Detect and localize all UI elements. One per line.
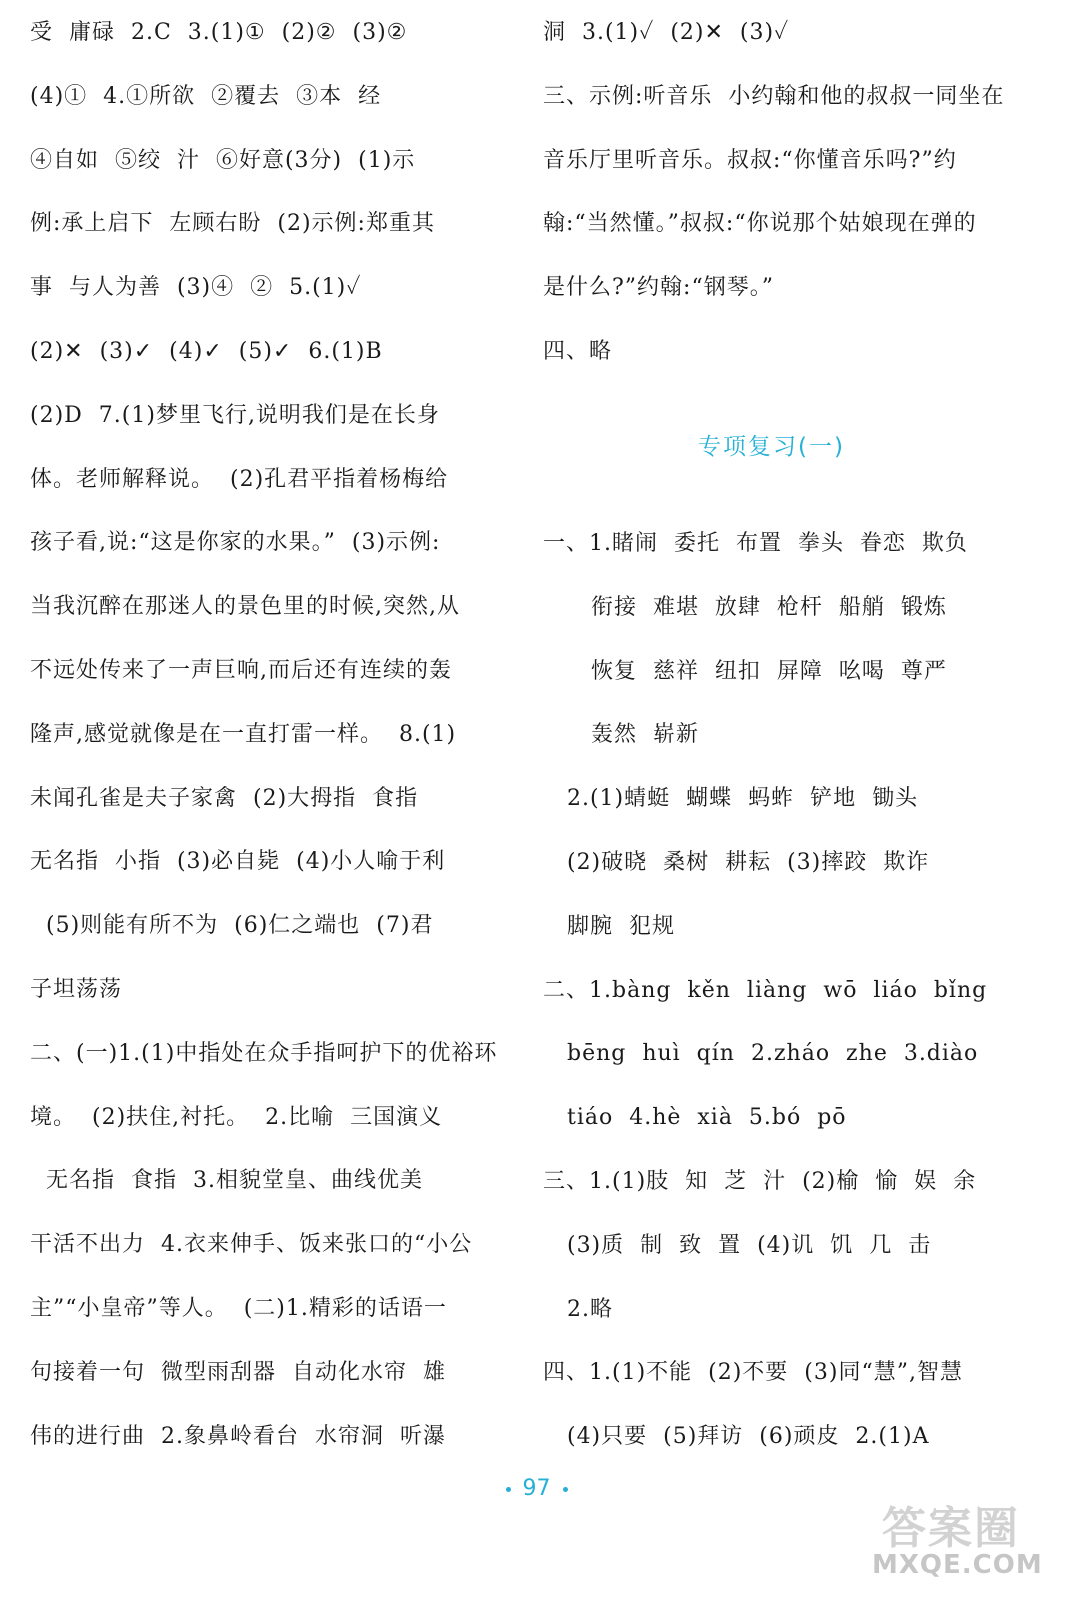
text-line: ④自如 ⑤绞 汁 ⑥好意(3分) (1)示 bbox=[30, 147, 416, 173]
page-number-text: 97 bbox=[522, 1476, 551, 1501]
text-line: (4)只要 (5)拜访 (6)顽皮 2.(1)A bbox=[543, 1424, 930, 1450]
text-line: 主”“小皇帝”等人。 (二)1.精彩的话语一 bbox=[30, 1296, 447, 1321]
text-line: 隆声,感觉就像是在一直打雷一样。 8.(1) bbox=[30, 721, 457, 747]
text-line: 二、(一)1.(1)中指处在众手指呵护下的优裕环 bbox=[30, 1040, 498, 1066]
page-dot-left bbox=[506, 1487, 511, 1492]
text-line: 一、1.睹闹 委托 布置 拳头 眷恋 欺负 bbox=[543, 531, 968, 556]
text-line: 无名指 小指 (3)必自毙 (4)小人喻于利 bbox=[30, 849, 446, 875]
text-line: 二、1.bàng kěn liàng wō liáo bǐng bbox=[543, 977, 988, 1003]
text-line: 当我沉醉在那迷人的景色里的时候,突然,从 bbox=[30, 594, 460, 620]
text-line: 四、略 bbox=[543, 339, 613, 364]
text-line: 伟的进行曲 2.象鼻岭看台 水帘洞 听瀑 bbox=[30, 1423, 446, 1449]
text-line: 境。 (2)扶住,衬托。 2.比喻 三国演义 bbox=[30, 1104, 443, 1130]
text-line: (2)✕ (3)✓ (4)✓ (5)✓ 6.(1)B bbox=[30, 339, 383, 364]
text-line: 恢复 慈祥 纽扣 屏障 吆喝 尊严 bbox=[543, 658, 947, 684]
text-line: 三、1.(1)肢 知 芝 汁 (2)榆 愉 娱 余 bbox=[543, 1169, 977, 1194]
text-line: 例:承上启下 左顾右盼 (2)示例:郑重其 bbox=[30, 211, 435, 237]
text-line: bēng huì qín 2.zháo zhe 3.diào bbox=[543, 1041, 979, 1067]
watermark-logo bbox=[872, 1492, 1062, 1588]
text-line: 音乐厅里听音乐。叔叔:“你懂音乐吗?”约 bbox=[543, 147, 957, 173]
text-line: 子坦荡荡 bbox=[30, 977, 123, 1002]
text-line: (2)破晓 桑树 耕耘 (3)摔跤 欺诈 bbox=[543, 850, 930, 875]
text-line: tiáo 4.hè xià 5.bó pō bbox=[543, 1105, 847, 1131]
text-line: 受 庸碌 2.C 3.(1)① (2)② (3)② bbox=[30, 20, 408, 45]
text-line: 无名指 食指 3.相貌堂皇、曲线优美 bbox=[30, 1168, 423, 1194]
text-line: 三、示例:听音乐 小约翰和他的叔叔一同坐在 bbox=[543, 83, 1005, 109]
text-line: 孩子看,说:“这是你家的水果。” (3)示例: bbox=[30, 530, 441, 556]
text-line: (5)则能有所不为 (6)仁之端也 (7)君 bbox=[30, 913, 434, 939]
text-line: 洞 3.(1)✓ (2)✕ (3)✓ bbox=[543, 20, 790, 45]
text-line: 不远处传来了一声巨响,而后还有连续的轰 bbox=[30, 658, 452, 683]
text-line: 脚腕 犯规 bbox=[543, 913, 675, 939]
text-line: (3)质 制 致 置 (4)讥 饥 几 击 bbox=[543, 1232, 932, 1258]
text-line: 衔接 难堪 放肆 枪杆 船艄 锻炼 bbox=[543, 594, 947, 620]
text-line: 2.略 bbox=[543, 1296, 613, 1322]
text-line: (2)D 7.(1)梦里飞行,说明我们是在长身 bbox=[30, 402, 440, 428]
text-line: 句接着一句 微型雨刮器 自动化水帘 雄 bbox=[30, 1359, 446, 1385]
text-line: 事 与人为善 (3)④ ② 5.(1)✓ bbox=[30, 275, 362, 301]
watermark-bottom: MXQE.COM bbox=[872, 1550, 1043, 1580]
text-line: 体。老师解释说。 (2)孔君平指着杨梅给 bbox=[30, 466, 449, 492]
text-line: 轰然 崭新 bbox=[543, 722, 699, 748]
watermark-top: 答案圈 bbox=[882, 1503, 1020, 1554]
text-line: (4)① 4.①所欲 ②覆去 ③本 经 bbox=[30, 83, 382, 109]
text-line: 干活不出力 4.衣来伸手、饭来张口的“小公 bbox=[30, 1232, 473, 1258]
text-line: 四、1.(1)不能 (2)不要 (3)同“慧”,智慧 bbox=[543, 1360, 963, 1386]
text-line: 翰:“当然懂。”叔叔:“你说那个姑娘现在弹的 bbox=[543, 211, 977, 237]
section-heading: 专项复习(一) bbox=[698, 434, 845, 460]
text-line: 未闻孔雀是夫子家禽 (2)大拇指 食指 bbox=[30, 785, 419, 811]
text-line: 是什么?”约翰:“钢琴。” bbox=[543, 275, 774, 301]
text-line: 2.(1)蜻蜓 蝴蝶 蚂蚱 铲地 锄头 bbox=[543, 786, 919, 812]
page-dot-right bbox=[563, 1487, 568, 1492]
